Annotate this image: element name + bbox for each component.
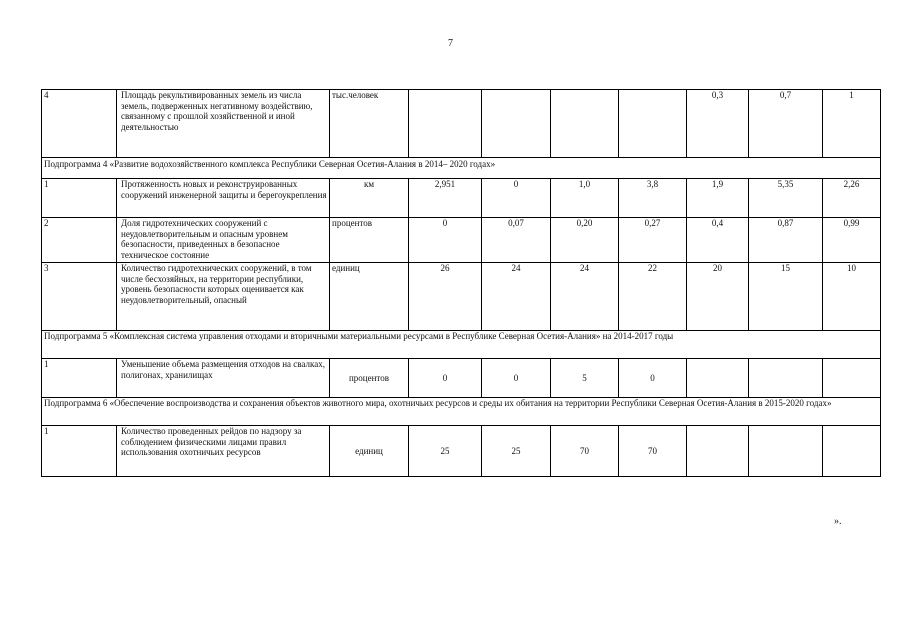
value-cell: 0 (409, 218, 482, 263)
row-number: 1 (42, 426, 117, 477)
value-cell: 0,20 (551, 218, 619, 263)
value-cell: 0,4 (687, 218, 749, 263)
value-cell: 5,35 (749, 179, 823, 218)
unit: процентов (330, 359, 409, 398)
value-cell (749, 359, 823, 398)
value-cell: 25 (409, 426, 482, 477)
row-number: 4 (42, 90, 117, 158)
subprogram-heading: Подпрограмма 4 «Развитие водохозяйственного комплекса Республики Северная Осетия-Алания в 2014– 2020 годах» (42, 158, 881, 179)
subprogram-row (42, 331, 881, 359)
value-cell: 1,9 (687, 179, 749, 218)
unit: км (330, 179, 409, 218)
value-cell: 0,3 (687, 90, 749, 158)
table-row (42, 359, 881, 398)
value-cell: 2,26 (823, 179, 881, 218)
value-cell: 0 (619, 359, 687, 398)
value-cell: 15 (749, 263, 823, 331)
row-number: 3 (42, 263, 117, 331)
value-cell: 0,87 (749, 218, 823, 263)
value-cell: 0,99 (823, 218, 881, 263)
subprogram-heading: Подпрограмма 5 «Комплексная система управления отходами и вторичными материальными ресурсами в Республике Северная Осетия-Алания» на 2014-2017 годы (42, 331, 881, 359)
indicators-table (41, 89, 881, 477)
unit: процентов (330, 218, 409, 263)
value-cell (409, 90, 482, 158)
value-cell (687, 426, 749, 477)
value-cell (823, 359, 881, 398)
closing-quote: ». (834, 516, 842, 527)
indicator-name: Количество проведенных рейдов по надзору за соблюдением физическими лицами правил использования охотничьих ресурсов (117, 426, 330, 477)
page-number: 7 (448, 38, 453, 49)
indicator-name: Доля гидротехнических сооружений с неудовлетворительным и опасным уровнем безопасности, приведенных в безопасное техническое состояние (117, 218, 330, 263)
value-cell: 2,951 (409, 179, 482, 218)
value-cell: 25 (482, 426, 551, 477)
unit: единиц (330, 263, 409, 331)
indicator-name: Площадь рекультивированных земель из числа земель, подверженных негативному воздействию, связанному с прошлой хозяйственной и иной деятельностью (117, 90, 330, 158)
value-cell: 5 (551, 359, 619, 398)
value-cell: 0 (409, 359, 482, 398)
value-cell (551, 90, 619, 158)
indicator-name: Уменьшение объема размещения отходов на свалках, полигонах, хранилищах (117, 359, 330, 398)
value-cell: 0,07 (482, 218, 551, 263)
indicator-name: Количество гидротехнических сооружений, в том числе бесхозяйных, на территории республики, уровень безопасности которых оценивается как неудовлетворительный, опасный (117, 263, 330, 331)
value-cell: 3,8 (619, 179, 687, 218)
value-cell: 24 (551, 263, 619, 331)
value-cell (482, 90, 551, 158)
table-row (42, 90, 881, 158)
subprogram-row (42, 158, 881, 179)
value-cell: 70 (551, 426, 619, 477)
row-number: 1 (42, 359, 117, 398)
value-cell: 1 (823, 90, 881, 158)
value-cell: 10 (823, 263, 881, 331)
unit: тыс.человек (330, 90, 409, 158)
value-cell (823, 426, 881, 477)
subprogram-heading: Подпрограмма 6 «Обеспечение воспроизводства и сохранения объектов животного мира, охотничьих ресурсов и среды их обитания на территории Республики Северная Осетия-Алания в 2015-2020 годах» (42, 398, 881, 426)
indicator-name: Протяженность новых и реконструированных сооружений инженерной защиты и берегоукрепления (117, 179, 330, 218)
subprogram-row (42, 398, 881, 426)
value-cell: 70 (619, 426, 687, 477)
value-cell (619, 90, 687, 158)
value-cell: 1,0 (551, 179, 619, 218)
value-cell: 26 (409, 263, 482, 331)
value-cell: 0 (482, 359, 551, 398)
row-number: 2 (42, 218, 117, 263)
table-row (42, 263, 881, 331)
table-row (42, 218, 881, 263)
value-cell: 0,27 (619, 218, 687, 263)
value-cell: 0,7 (749, 90, 823, 158)
value-cell (749, 426, 823, 477)
table-row (42, 426, 881, 477)
table-row (42, 179, 881, 218)
value-cell: 22 (619, 263, 687, 331)
value-cell: 20 (687, 263, 749, 331)
unit: единиц (330, 426, 409, 477)
value-cell: 0 (482, 179, 551, 218)
value-cell: 24 (482, 263, 551, 331)
row-number: 1 (42, 179, 117, 218)
value-cell (687, 359, 749, 398)
